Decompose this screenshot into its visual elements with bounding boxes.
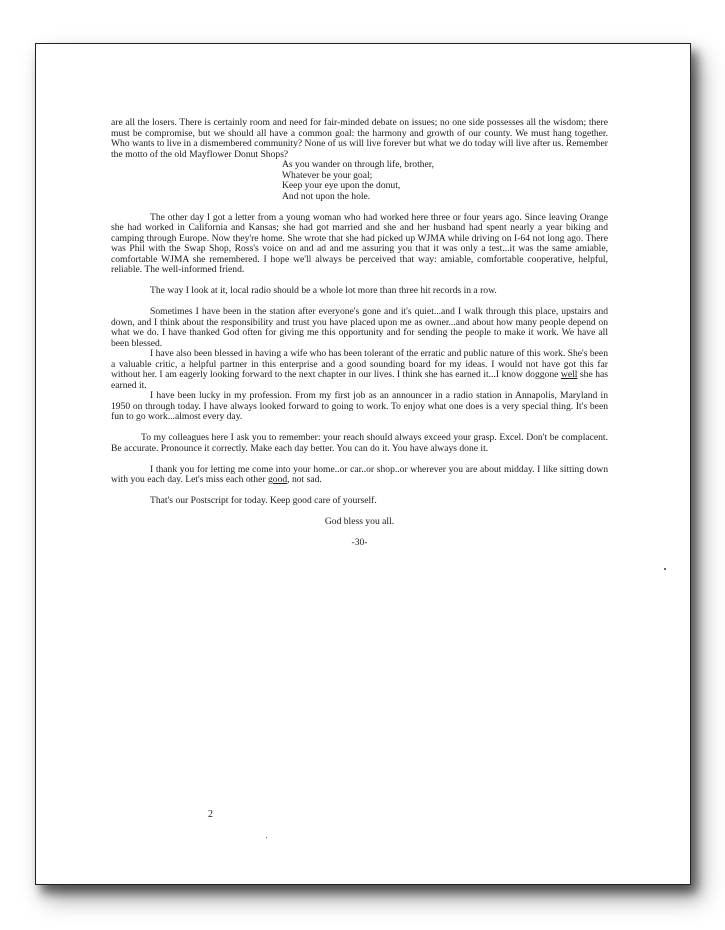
paragraph-thanks [111, 465, 608, 486]
closing-blessing: God bless you all. [324, 516, 395, 527]
poem-line: And not upon the hole. [282, 190, 371, 202]
poem-line: As you wander on through life, brother, [282, 159, 435, 170]
paragraph-local-radio: The way I look at it, local radio should be a whole lot more than three hit records in a row. [150, 285, 497, 296]
paragraph-intro: are all the losers. There is certainly room and need for fair-minded debate on issues; no one side possesses all the wisdom; there must be compromise, but we should all have a common goal: the harmony and growth of our county. We must hang together. Who wants to live in a dismembered community? None of us will live forever but what we do today will live after us. Remember the motto of the old Mayflower Donut Shops? [111, 117, 608, 160]
scan-speck [266, 837, 267, 838]
poem-line: Whatever be your goal; [282, 169, 373, 181]
page-number: 2 [208, 809, 213, 820]
underlined-well: well [560, 369, 578, 380]
thanks-text-a: I thank you for letting me come into your home..or car..or shop..or wherever you are about midday. I like sitting down with you each day. Let's miss each other [111, 463, 608, 485]
thanks-text-b: , not sad. [287, 474, 322, 485]
paragraph-colleagues: To my colleagues here I ask you to remember: your reach should always exceed your grasp. Excel. Don't be complacent. Be accurate. Pronounce it correctly. Make each day better. You can do it. You have always done it. [111, 432, 608, 454]
document-body [111, 118, 608, 549]
wife-text-a: I have also been blessed in having a wife who has been tolerant of the erratic and public nature of this work. She's been a valuable critic, a helpful partner in this enterprise and a good sounding board for my ideas. I would not have got this far without her. I am eagerly looking forward to the next chapter in our lives. I think she has earned it...I know doggone [111, 348, 608, 380]
end-mark: -30- [351, 537, 368, 548]
underlined-good: good [267, 474, 288, 485]
donut-poem [282, 160, 608, 202]
paragraph-letter: The other day I got a letter from a young woman who had worked here three or four years ago. Since leaving Orange she had worked in California and Kansas; she had got married and she and her husband had spent nearly a year biking and camping through Europe. Now they're home. She wrote that she had picked up WJMA while driving on I-64 not long ago. There was Phil with the Swap Shop, Ross's voice on and ad and me assuring you that it was only a test...it was the same amiable, comfortable WJMA she remembered. I hope we'll always be perceived that way: amiable, comfortable cooperative, helpful, reliable. The well-informed friend. [111, 211, 608, 275]
wife-text-b: she has earned it. [111, 369, 608, 391]
document-page [35, 43, 691, 885]
paragraph-lucky: I have been lucky in my profession. From my first job as an announcer in a radio station in Annapolis, Maryland in 1950 on through today. I have always looked forward to going to work. To enjoy what one does is a very special thing. It's been fun to go work...almost every day. [111, 390, 608, 422]
paragraph-wife [111, 349, 608, 391]
paragraph-postscript: That's our Postscript for today. Keep good care of yourself. [150, 495, 377, 506]
poem-line: Keep your eye upon the donut, [282, 180, 401, 191]
paragraph-station: Sometimes I have been in the station after everyone's gone and it's quiet...and I walk through this place, upstairs and down, and I think about the responsibility and trust you have placed upon me as owner...and about how many people depend on what we do. I have thanked God often for giving me this opportunity and for sending the people to make it work. We have all been blessed. [111, 306, 608, 349]
scan-speck [664, 568, 666, 570]
